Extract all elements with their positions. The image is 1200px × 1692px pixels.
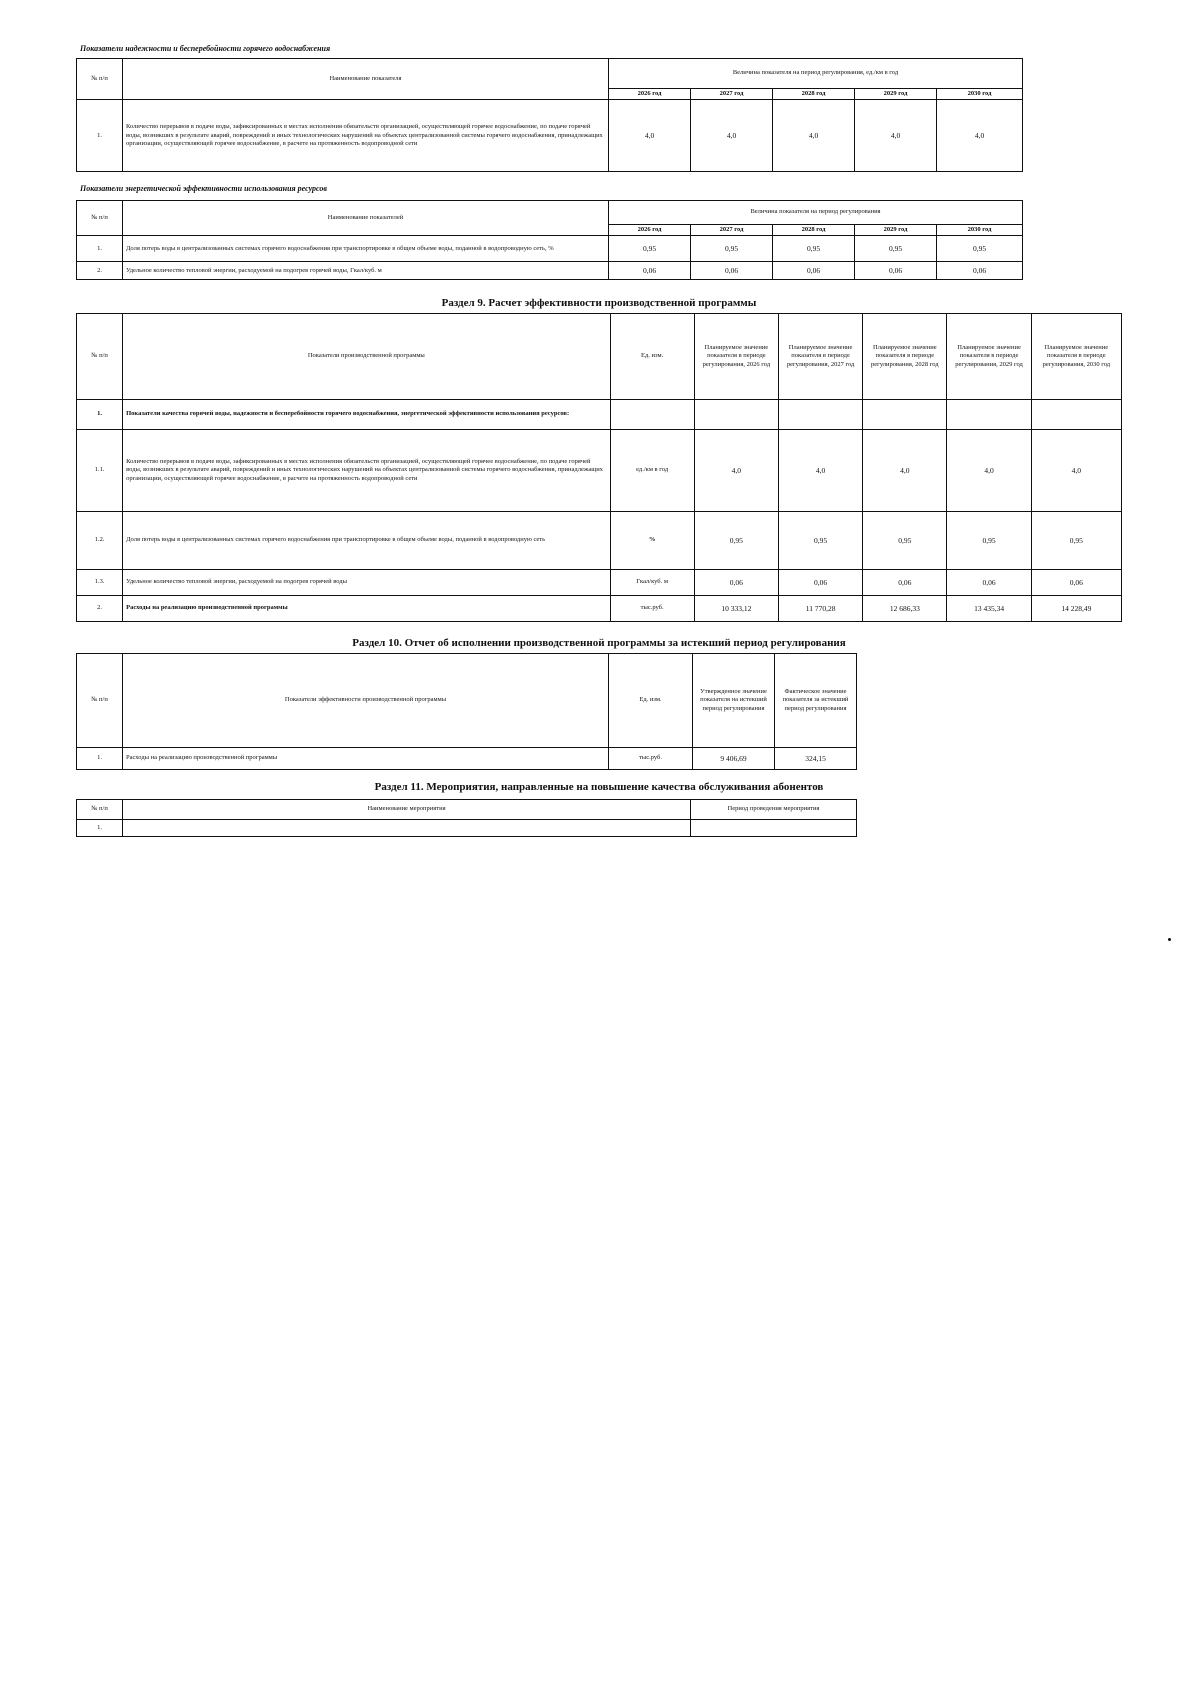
s9-header-year: Планируемое значение показателя в периоде регулирования, 2030 год <box>1031 314 1121 400</box>
row-name <box>123 820 691 837</box>
row-unit <box>610 400 694 430</box>
t2-year: 2026 год <box>609 225 691 236</box>
t1-year: 2030 год <box>937 89 1023 100</box>
row-value: 0,95 <box>609 236 691 262</box>
row-number: 1.2. <box>77 512 123 570</box>
row-number: 2. <box>77 596 123 622</box>
row-number: 1. <box>77 400 123 430</box>
s10-header-no: № п/п <box>77 654 123 748</box>
row-value: 13 435,34 <box>947 596 1031 622</box>
section-9-title: Раздел 9. Расчет эффективности производственной программы <box>441 297 757 309</box>
row-name: Удельное количество тепловой энергии, расходуемой на подогрев горячей воды, Гкал/куб. м <box>123 262 609 280</box>
row-value: 0,06 <box>863 570 947 596</box>
row-name: Доля потерь воды в централизованных системах горячего водоснабжения при транспортировке в общем объеме воды, поданной в водопроводную сеть <box>123 512 610 570</box>
row-value: 0,95 <box>773 236 855 262</box>
row-name: Показатели качества горячей воды, надежности и бесперебойности горячего водоснабжения, энергетической эффективности использования ресурсов: <box>123 400 610 430</box>
t1-year: 2027 год <box>691 89 773 100</box>
row-value: 12 686,33 <box>863 596 947 622</box>
row-value: 4,0 <box>855 100 937 172</box>
row-approved-value: 9 406,69 <box>693 748 775 770</box>
row-value: 0,06 <box>694 570 778 596</box>
row-value: 14 228,49 <box>1031 596 1121 622</box>
t1-year: 2029 год <box>855 89 937 100</box>
row-value: 0,95 <box>947 512 1031 570</box>
s11-header-no: № п/п <box>77 800 123 820</box>
table-row <box>77 262 1023 280</box>
row-value: 10 333,12 <box>694 596 778 622</box>
row-value: 4,0 <box>863 430 947 512</box>
row-value <box>1031 400 1121 430</box>
row-value <box>778 400 862 430</box>
row-value: 0,95 <box>937 236 1023 262</box>
row-unit: ед./км в год <box>610 430 694 512</box>
row-value: 4,0 <box>1031 430 1121 512</box>
row-value <box>863 400 947 430</box>
t1-year: 2026 год <box>609 89 691 100</box>
reliability-table <box>76 58 1023 172</box>
row-value: 11 770,28 <box>778 596 862 622</box>
table-row <box>77 430 1122 512</box>
t1-header-name: Наименование показателя <box>123 59 609 100</box>
t2-year: 2027 год <box>691 225 773 236</box>
row-actual-value: 324,15 <box>775 748 857 770</box>
row-unit: тыс.руб. <box>610 596 694 622</box>
table-row <box>77 100 1023 172</box>
s10-header-name: Показатели эффективности производственной программы <box>123 654 609 748</box>
scan-speck <box>1168 938 1171 941</box>
row-name: Доля потерь воды в централизованных системах горячего водоснабжения при транспортировке в общем объеме воды, поданной в водопроводную сеть, % <box>123 236 609 262</box>
row-value: 0,95 <box>1031 512 1121 570</box>
row-name: Расходы на реализацию производственной программы <box>123 596 610 622</box>
row-value: 0,95 <box>691 236 773 262</box>
table-row <box>77 400 1122 430</box>
t1-header-value: Величина показателя на период регулирования, ед./км в год <box>609 59 1023 89</box>
row-name: Количество перерывов в подаче воды, зафиксированных в местах исполнения обязательств организацией, осуществляющей горячее водоснабжение, по подаче горячей воды, возникших в результате аварий, повреждений и иных технологических нарушений на объектах централизованной системы горячего водоснабжения, принадлежащих организации, осуществляющей горячее водоснабжение, в расчете на протяженность водопроводной сети <box>123 430 610 512</box>
row-value: 4,0 <box>937 100 1023 172</box>
row-number: 1. <box>77 100 123 172</box>
section-10-title: Раздел 10. Отчет об исполнении производственной программы за истекший период регулирования <box>352 637 846 649</box>
t1-year: 2028 год <box>773 89 855 100</box>
t2-year: 2029 год <box>855 225 937 236</box>
t1-caption: Показатели надежности и бесперебойности горячего водоснабжения <box>80 44 331 53</box>
s9-header-year: Планируемое значение показателя в периоде регулирования, 2026 год <box>694 314 778 400</box>
row-number: 1.3. <box>77 570 123 596</box>
s9-header-year: Планируемое значение показателя в периоде регулирования, 2029 год <box>947 314 1031 400</box>
table-row <box>77 236 1023 262</box>
section-11-table <box>76 799 857 837</box>
row-value: 0,06 <box>947 570 1031 596</box>
row-value: 0,06 <box>778 570 862 596</box>
row-value <box>694 400 778 430</box>
table-row <box>77 748 857 770</box>
s9-header-unit: Ед. изм. <box>610 314 694 400</box>
t2-header-no: № п/п <box>77 201 123 236</box>
row-value: 0,06 <box>855 262 937 280</box>
row-value: 4,0 <box>694 430 778 512</box>
row-value: 0,95 <box>694 512 778 570</box>
s9-header-year: Планируемое значение показателя в периоде регулирования, 2027 год <box>778 314 862 400</box>
table-row <box>77 820 857 837</box>
row-name: Расходы на реализацию производственной программы <box>123 748 609 770</box>
s11-header-period: Период проведения мероприятия <box>691 800 857 820</box>
section-9-table <box>76 313 1122 622</box>
row-number: 1. <box>77 236 123 262</box>
table-row <box>77 596 1122 622</box>
row-value: 0,95 <box>855 236 937 262</box>
row-value: 4,0 <box>947 430 1031 512</box>
table-row <box>77 512 1122 570</box>
row-value: 0,06 <box>773 262 855 280</box>
section-11-title: Раздел 11. Мероприятия, направленные на повышение качества обслуживания абонентов <box>374 781 824 793</box>
table-row <box>77 570 1122 596</box>
row-value: 0,06 <box>1031 570 1121 596</box>
energy-efficiency-table <box>76 200 1023 280</box>
row-value: 0,95 <box>778 512 862 570</box>
row-number: 2. <box>77 262 123 280</box>
s10-header-actual: Фактическое значение показателя за истекший период регулирования <box>775 654 857 748</box>
row-unit: тыс.руб. <box>609 748 693 770</box>
row-unit: % <box>610 512 694 570</box>
t2-year: 2030 год <box>937 225 1023 236</box>
t2-caption: Показатели энергетической эффективности использования ресурсов <box>80 184 327 193</box>
row-value: 0,06 <box>691 262 773 280</box>
row-value: 0,06 <box>937 262 1023 280</box>
t2-header-value: Величина показателя на период регулирования <box>609 201 1023 225</box>
row-unit: Гкал/куб. м <box>610 570 694 596</box>
t2-header-name: Наименование показателей <box>123 201 609 236</box>
row-value <box>947 400 1031 430</box>
s11-header-name: Наименование мероприятия <box>123 800 691 820</box>
s9-header-no: № п/п <box>77 314 123 400</box>
row-number: 1.1. <box>77 430 123 512</box>
t2-year: 2028 год <box>773 225 855 236</box>
row-value: 4,0 <box>609 100 691 172</box>
s10-header-approved: Утвержденное значение показателя на истекший период регулирования <box>693 654 775 748</box>
row-value: 0,95 <box>863 512 947 570</box>
section-10-table <box>76 653 857 770</box>
row-number: 1. <box>77 748 123 770</box>
row-name: Количество перерывов в подаче воды, зафиксированных в местах исполнения обязательств организацией, осуществляющей горячее водоснабжение, по подаче горячей воды, возникших в результате аварий, повреждений и иных технологических нарушений на объектах централизованной системы горячего водоснабжения, принадлежащих организации, осуществляющей горячее водоснабжение, в расчете на протяженность водопроводной сети <box>123 100 609 172</box>
row-value: 4,0 <box>691 100 773 172</box>
s9-header-name: Показатели производственной программы <box>123 314 610 400</box>
row-number: 1. <box>77 820 123 837</box>
row-value: 0,06 <box>609 262 691 280</box>
row-period <box>691 820 857 837</box>
s9-header-year: Планируемое значение показателя в периоде регулирования, 2028 год <box>863 314 947 400</box>
row-name: Удельное количество тепловой энергии, расходуемой на подогрев горячей воды <box>123 570 610 596</box>
s10-header-unit: Ед. изм. <box>609 654 693 748</box>
row-value: 4,0 <box>773 100 855 172</box>
t1-header-no: № п/п <box>77 59 123 100</box>
row-value: 4,0 <box>778 430 862 512</box>
